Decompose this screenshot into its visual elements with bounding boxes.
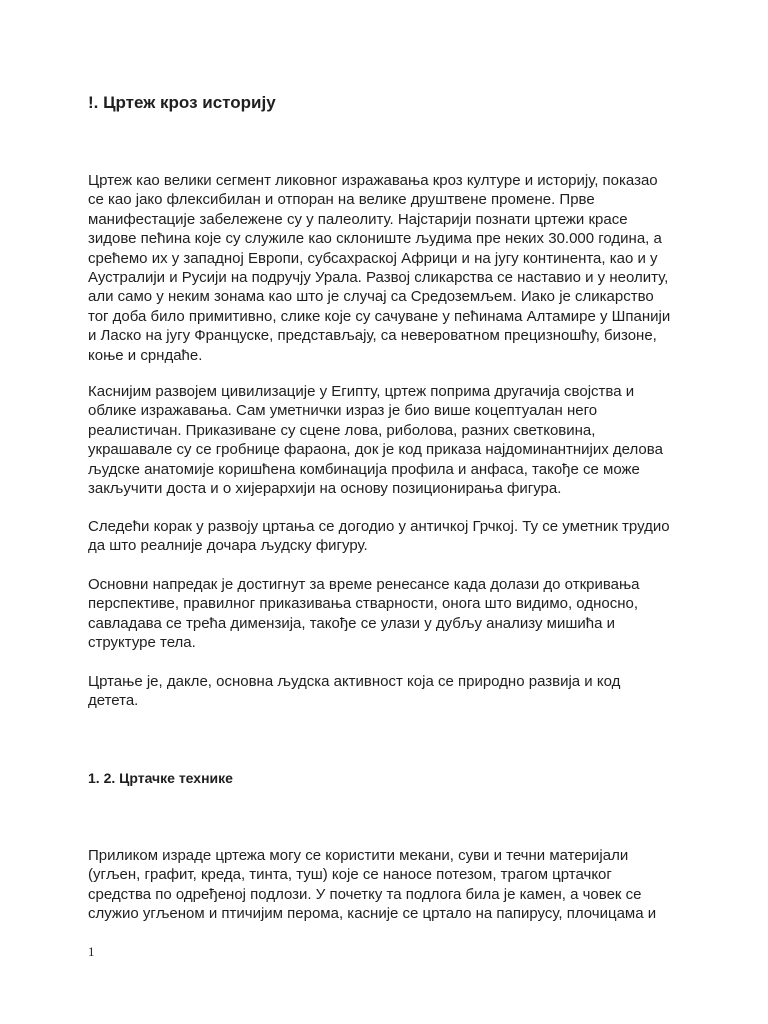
paragraph-line: Цртеж као велики сегмент ликовног изражавања кроз културе и историју, показао — [88, 172, 658, 189]
paragraph-line: савладава се трећа димензија, такође се улази у дубљу анализу мишића и — [88, 614, 615, 632]
paragraph-4 — [88, 575, 728, 653]
paragraph-line: средства по одређеној подлози. У почетку та подлога била је камен, а човек се — [88, 885, 642, 903]
paragraph-2 — [88, 382, 728, 498]
paragraph-line: тог доба било примитивно, слике које су сачуване у пећинама Алтамире у Шпанији — [88, 307, 671, 325]
paragraph-line: перспективе, правилног приказивања стварности, онога што видимо, односно, — [88, 595, 638, 613]
heading-drawing-techniques: 1. 2. Цртачке технике — [88, 770, 233, 786]
paragraph-6 — [88, 846, 728, 924]
paragraph-line: манифестације забележене су у палеолиту. Најстарији познати цртежи красе — [88, 210, 628, 228]
paragraph-line: детета. — [88, 692, 139, 710]
paragraph-line: коње и срндаће. — [88, 346, 203, 364]
heading-drawing-through-history: !. Цртеж кроз историју — [88, 93, 276, 112]
paragraph-line: се као јако флексибилан и отпоран на велике друштвене промене. Прве — [88, 191, 595, 209]
paragraph-line: закључити доста и о хијерархији на основу позиционирања фигура. — [88, 480, 562, 498]
paragraph-5 — [88, 672, 728, 711]
paragraph-line: Аустралији и Русији на подручју Урала. Развој сликарства се наставио и у неолиту, — [88, 269, 669, 287]
paragraph-line: Каснијим развојем цивилизације у Египту, цртеж поприма другачија својства и — [88, 383, 635, 400]
paragraph-line: зидове пећина које су служиле као склониште људима пре неких 30.000 година, а — [88, 230, 662, 248]
paragraph-line: али само у неким зонама као што је случај са Средоземљем. Иако је сликарство — [88, 288, 654, 306]
paragraph-line: облике изражавања. Сам уметнички израз је био више коцептуалан него — [88, 402, 598, 420]
paragraph-line: реалистичан. Приказиване су сцене лова, риболова, разних светковина, — [88, 421, 596, 439]
paragraph-line: људске анатомије коришћена комбинација профила и анфаса, такође се може — [88, 460, 640, 478]
paragraph-line: да што реалније дочара људску фигуру. — [88, 537, 368, 555]
paragraph-line: Следећи корак у развоју цртања се догодио у античкој Грчкој. Ту се уметник трудио — [88, 518, 670, 535]
paragraph-3 — [88, 517, 728, 556]
paragraph-line: служио угљеном и птичијим перома, касније се цртало на папирусу, плочицама и — [88, 905, 657, 923]
paragraph-line: Основни напредак је достигнут за време ренесансе када долази до откривања — [88, 576, 640, 593]
paragraph-line: (угљен, графит, креда, тинта, туш) које се наносе потезом, трагом цртачког — [88, 866, 612, 884]
paragraph-line: украшавале су се гробнице фараона, док је код приказа најдоминантнијих делова — [88, 441, 663, 459]
paragraph-line: и Ласко на југу Француске, представљају, са невероватном прецизношћу, бизоне, — [88, 327, 657, 345]
page-number: 1 — [88, 944, 95, 959]
paragraph-1 — [88, 171, 728, 365]
paragraph-line: структуре тела. — [88, 634, 196, 652]
paragraph-line: срећемо их у западној Европи, субсахраској Африци и на југу континента, као и у — [88, 249, 658, 267]
paragraph-line: Цртање је, дакле, основна људска активност која се природно развија и код — [88, 673, 621, 690]
paragraph-line: Приликом израде цртежа могу се користити мекани, суви и течни материјали — [88, 847, 629, 864]
